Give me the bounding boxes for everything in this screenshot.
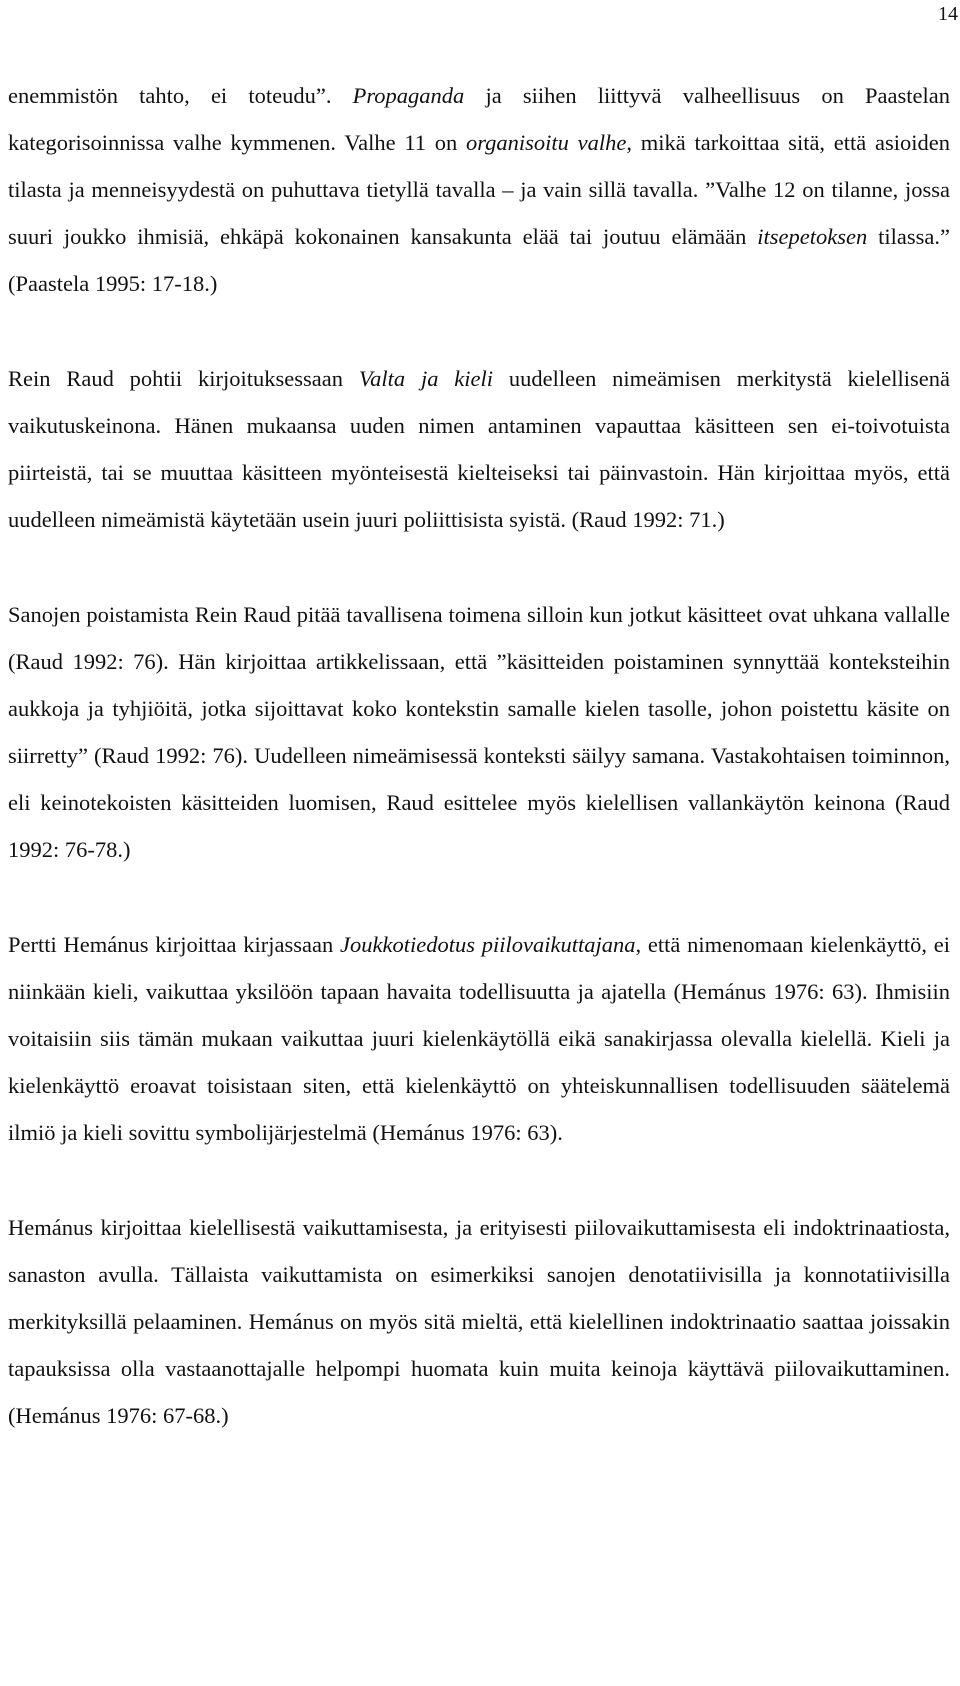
- book-title: Valta ja kieli: [358, 366, 494, 391]
- text-segment: Sanojen poistamista Rein Raud pitää tavallisena toimena silloin kun jotkut käsitteet ovat uhkana vallalle (Raud 1992: 76). Hän kirjoittaa artikkelissaan, että ”käsitteiden poistaminen synnyttää konteksteihin aukkoja ja tyhjiöitä, jotka sijoittavat koko kontekstin samalle kielen tasolle, johon poistettu käsite on siirretty” (Raud 1992: 76). Uudelleen nimeämisessä konteksti säilyy samana. Vastakohtaisen toiminnon, eli keinotekoisten käsitteiden luomisen, Raud esittelee myös kielellisen vallankäytön keinona (Raud 1992: 76-78.): [8, 602, 950, 862]
- italic-term: Propaganda: [352, 83, 465, 108]
- page-number: 14: [938, 3, 958, 25]
- paragraph: [8, 355, 950, 543]
- text-segment: , että nimenomaan kielenkäyttö, ei niinkään kieli, vaikuttaa yksilöön tapaan havaita todellisuutta ja ajatella (Hemánus 1976: 63). Ihmisiin voitaisiin siis tämän mukaan vaikuttaa juuri kielenkäytöllä eikä sanakirjassa olevalla kielellä. Kieli ja kielenkäyttö eroavat toisistaan siten, että kielenkäyttö on yhteiskunnallisen todellisuuden säätelemä ilmiö ja kieli sovittu symbolijärjestelmä (Hemánus 1976: 63).: [8, 932, 950, 1145]
- text-segment: ja siihen liittyvä valheellisuus on Paastelan kategorisoinnissa valhe kymmenen. Valhe 11 on: [8, 83, 950, 155]
- text-segment: enemmistön tahto, ei toteudu”.: [8, 83, 353, 108]
- paragraph: [8, 591, 950, 873]
- paragraph: [8, 72, 950, 307]
- text-segment: Pertti Hemánus kirjoittaa kirjassaan: [8, 932, 341, 957]
- text-segment: tilassa.” (Paastela 1995: 17-18.): [8, 224, 950, 296]
- italic-term: organisoitu valhe: [465, 130, 627, 155]
- text-segment: Hemánus kirjoittaa kielellisestä vaikuttamisesta, ja erityisesti piilovaikuttamisesta eli indoktrinaatiosta, sanaston avulla. Tällaista vaikuttamista on esimerkiksi sanojen denotatiivisilla ja konnotatiivisilla merkityksillä pelaaminen. Hemánus on myös sitä mieltä, että kielellinen indoktrinaatio saattaa joissakin tapauksissa olla vastaanottajalle helpompi huomata kuin muita keinoja käyttävä piilovaikuttaminen. (Hemánus 1976: 67-68.): [8, 1215, 950, 1428]
- book-title: Joukkotiedotus piilovaikuttajana: [340, 932, 636, 957]
- text-segment: , mikä tarkoittaa sitä, että asioiden tilasta ja menneisyydestä on puhuttava tietyllä tavalla – ja vain sillä tavalla. ”Valhe 12 on tilanne, jossa suuri joukko ihmisiä, ehkäpä kokonainen kansakunta elää tai joutuu elämään: [8, 130, 950, 249]
- document-body: [8, 72, 950, 1439]
- text-segment: Rein Raud pohtii kirjoituksessaan: [8, 366, 359, 391]
- italic-term: itsepetoksen: [757, 224, 868, 249]
- paragraph: [8, 921, 950, 1156]
- text-segment: uudelleen nimeämisen merkitystä kielellisenä vaikutuskeinona. Hänen mukaansa uuden nimen antaminen vapauttaa käsitteen sen ei-toivotuista piirteistä, tai se muuttaa käsitteen myönteisestä kielteiseksi tai päinvastoin. Hän kirjoittaa myös, että uudelleen nimeämistä käytetään usein juuri poliittisista syistä. (Raud 1992: 71.): [8, 366, 951, 532]
- paragraph: [8, 1204, 950, 1439]
